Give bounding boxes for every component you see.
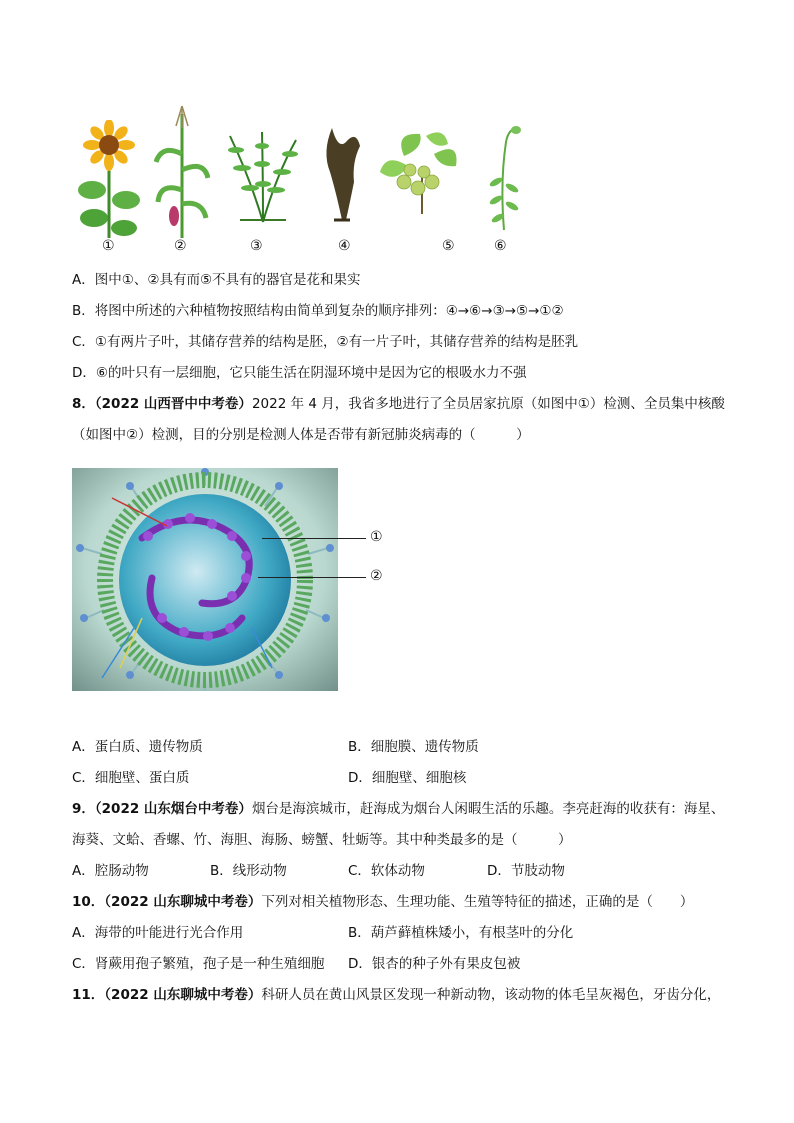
q8-option-a: A．蛋白质、遗传物质 xyxy=(72,739,203,755)
figure-label-5: ⑤ xyxy=(442,238,455,254)
figure-label-6: ⑥ xyxy=(494,238,507,254)
figure-label-4: ④ xyxy=(338,238,351,254)
q9-source: （2022 山东烟台中考卷） xyxy=(94,801,252,817)
q11-number: 11． xyxy=(72,987,105,1003)
q7-option-c: C．①有两片子叶，其储存营养的结构是胚，②有一片子叶，其储存营养的结构是胚乳 xyxy=(72,334,579,350)
q10-stem xyxy=(72,892,693,912)
q9-option-b: B．线形动物 xyxy=(210,863,287,879)
figure-label-3: ③ xyxy=(250,238,263,254)
q10-option-b: B．葫芦藓植株矮小，有根茎叶的分化 xyxy=(348,925,574,941)
q11-stem xyxy=(72,985,720,1005)
q8-option-b: B．细胞膜、遗传物质 xyxy=(348,739,479,755)
callout-label-2: ② xyxy=(370,568,383,584)
q8-option-c: C．细胞壁、蛋白质 xyxy=(72,770,190,786)
plant-figure xyxy=(70,100,540,260)
q9-option-d: D．节肢动物 xyxy=(487,863,565,879)
q8-stem-line2: （如图中②）检测，目的分别是检测人体是否带有新冠肺炎病毒的（ ） xyxy=(72,427,530,443)
ginkgo-image xyxy=(374,126,470,216)
virus-image xyxy=(72,468,338,691)
q10-option-a: A．海带的叶能进行光合作用 xyxy=(72,925,244,941)
figure-label-2: ② xyxy=(174,238,187,254)
q8-option-d: D．细胞壁、细胞核 xyxy=(348,770,467,786)
q10-text1: 下列对相关植物形态、生理功能、生殖等特征的描述，正确的是（ ） xyxy=(261,894,694,910)
q11-source: （2022 山东聊城中考卷） xyxy=(104,987,262,1003)
q8-stem-line1 xyxy=(72,394,725,414)
q10-option-c: C．肾蕨用孢子繁殖，孢子是一种生殖细胞 xyxy=(72,956,325,972)
q7-option-b: B．将图中所述的六种植物按照结构由简单到复杂的顺序排列：④→⑥→③→⑤→①② xyxy=(72,303,564,319)
q7-option-d: D．⑥的叶只有一层细胞，它只能生活在阴湿环境中是因为它的根吸水力不强 xyxy=(72,365,527,381)
callout-line-2 xyxy=(258,577,366,578)
q8-number: 8． xyxy=(72,396,95,412)
moss-image xyxy=(486,122,522,232)
q10-option-d: D．银杏的种子外有果皮包被 xyxy=(348,956,521,972)
q9-option-c: C．软体动物 xyxy=(348,863,425,879)
figure-label-1: ① xyxy=(102,238,115,254)
q9-stem-line1 xyxy=(72,799,724,819)
corn-image xyxy=(154,104,210,240)
q8-source: （2022 山西晋中中考卷） xyxy=(94,396,252,412)
callout-label-1: ① xyxy=(370,529,383,545)
q9-stem-line2: 海葵、文蛤、香螺、竹、海胆、海肠、螃蟹、牡蛎等。其中种类最多的是（ ） xyxy=(72,832,572,848)
q11-text1: 科研人员在黄山风景区发现一种新动物，该动物的体毛呈灰褐色，牙齿分化， xyxy=(261,987,721,1003)
callout-line-1 xyxy=(262,538,366,539)
q8-text1: 2022 年 4 月，我省多地进行了全员居家抗原（如图中①）检测、全员集中核酸 xyxy=(251,396,725,412)
seaweed-image xyxy=(316,122,368,222)
q7-option-a: A．图中①、②具有而⑤不具有的器官是花和果实 xyxy=(72,272,361,288)
fern-image xyxy=(220,128,306,224)
q10-number: 10． xyxy=(72,894,105,910)
q9-text1: 烟台是海滨城市，赶海成为烟台人闲暇生活的乐趣。李亮赶海的收获有：海星、 xyxy=(251,801,725,817)
sunflower-image xyxy=(74,120,144,240)
q9-number: 9． xyxy=(72,801,95,817)
q10-source: （2022 山东聊城中考卷） xyxy=(104,894,262,910)
q9-option-a: A．腔肠动物 xyxy=(72,863,149,879)
